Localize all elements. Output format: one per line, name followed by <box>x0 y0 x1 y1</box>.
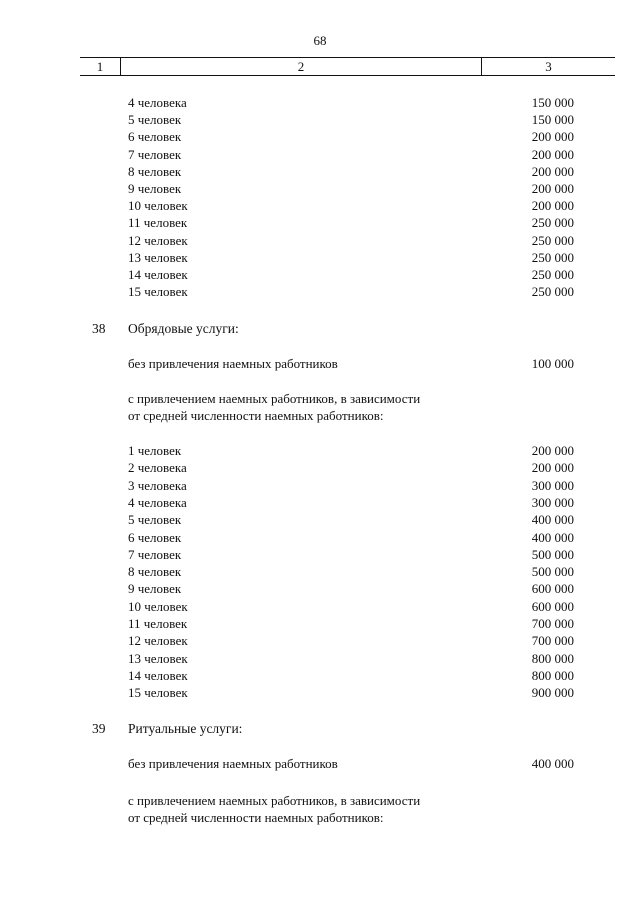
list-item <box>0 563 640 580</box>
text-line: от средней численности наемных работников: <box>128 408 384 423</box>
row-label: 4 человека <box>128 95 187 110</box>
row-value: 600 000 <box>531 581 574 597</box>
list-item <box>0 266 640 283</box>
row-value: 200 000 <box>531 163 574 179</box>
row-label: 7 человек <box>128 146 182 162</box>
row-label: 12 человек <box>128 232 188 248</box>
list-item <box>0 615 640 632</box>
row-label: 9 человек <box>128 181 182 196</box>
section-38-header <box>0 320 640 337</box>
section-38-with-hired-line2 <box>0 407 640 424</box>
column-header-3: 3 <box>545 59 552 74</box>
list-item <box>0 511 640 528</box>
row-label: 5 человек <box>128 112 182 128</box>
section-number: 39 <box>92 721 106 736</box>
section-39-header <box>0 720 640 737</box>
list-item <box>0 232 640 249</box>
row-label: 1 человек <box>128 443 182 458</box>
section-number: 38 <box>92 321 106 336</box>
row-label: 15 человек <box>128 284 188 300</box>
row-label: 8 человек <box>128 163 182 179</box>
column-header-1: 1 <box>80 58 121 75</box>
column-header-2: 2 <box>121 58 482 75</box>
list-item <box>0 111 640 128</box>
row-value: 250 000 <box>531 215 574 231</box>
list-item <box>0 494 640 511</box>
section-39-with-hired-line1 <box>0 792 640 809</box>
list-item <box>0 128 640 145</box>
list-item <box>0 684 640 701</box>
row-value: 500 000 <box>531 546 574 562</box>
row-value: 300 000 <box>531 477 574 493</box>
row-value: 400 000 <box>531 756 574 771</box>
list-item <box>0 146 640 163</box>
row-label: 6 человек <box>128 529 182 545</box>
list-item <box>0 580 640 597</box>
row-value: 250 000 <box>531 249 574 265</box>
row-label: 13 человек <box>128 650 188 666</box>
row-label: без привлечения наемных работников <box>128 356 338 371</box>
row-value: 250 000 <box>531 232 574 248</box>
row-label: 10 человек <box>128 198 188 214</box>
list-item <box>0 546 640 563</box>
row-value: 500 000 <box>531 564 574 580</box>
row-value: 900 000 <box>531 685 574 701</box>
section-39-with-hired-line2 <box>0 809 640 826</box>
row-label: 10 человек <box>128 598 188 614</box>
list-item <box>0 598 640 615</box>
row-value: 400 000 <box>531 512 574 528</box>
row-label: 12 человек <box>128 633 188 649</box>
list-item <box>0 94 640 111</box>
row-label: 5 человек <box>128 512 182 528</box>
row-value: 150 000 <box>531 112 574 128</box>
row-label: 9 человек <box>128 581 182 597</box>
row-value: 200 000 <box>531 129 574 145</box>
list-item <box>0 667 640 684</box>
row-label: 13 человек <box>128 249 188 265</box>
row-value: 200 000 <box>531 460 574 476</box>
text-line: с привлечением наемных работников, в зависимости <box>128 391 421 406</box>
list-item <box>0 163 640 180</box>
list-item <box>0 197 640 214</box>
list-item <box>0 283 640 300</box>
text-line: с привлечением наемных работников, в зависимости <box>128 793 421 808</box>
row-value: 300 000 <box>531 494 574 510</box>
row-label: 15 человек <box>128 685 188 701</box>
list-item <box>0 477 640 494</box>
row-value: 100 000 <box>531 356 574 371</box>
row-label: 3 человека <box>128 477 187 493</box>
list-item <box>0 180 640 197</box>
row-value: 250 000 <box>531 284 574 300</box>
list-item <box>0 632 640 649</box>
page-number: 68 <box>313 33 327 48</box>
row-value: 200 000 <box>531 146 574 162</box>
section-38-with-hired-line1 <box>0 390 640 407</box>
list-item <box>0 650 640 667</box>
row-label: без привлечения наемных работников <box>128 756 338 771</box>
row-value: 800 000 <box>531 667 574 683</box>
row-label: 11 человек <box>128 616 188 631</box>
section-title: Ритуальные услуги: <box>128 721 243 736</box>
row-value: 250 000 <box>531 267 574 282</box>
list-item <box>0 214 640 231</box>
row-label: 11 человек <box>128 215 188 231</box>
section-39-without-hired <box>0 755 640 772</box>
row-label: 2 человека <box>128 460 187 476</box>
row-value: 150 000 <box>531 95 574 110</box>
list-item <box>0 249 640 266</box>
row-value: 700 000 <box>531 633 574 649</box>
row-value: 200 000 <box>531 443 574 458</box>
table-column-header <box>80 57 615 76</box>
row-label: 14 человек <box>128 667 188 683</box>
row-value: 800 000 <box>531 650 574 666</box>
list-item <box>0 529 640 546</box>
row-label: 7 человек <box>128 546 182 562</box>
row-value: 700 000 <box>531 616 574 631</box>
row-label: 6 человек <box>128 129 182 145</box>
row-label: 14 человек <box>128 267 188 282</box>
row-value: 200 000 <box>531 198 574 214</box>
row-value: 600 000 <box>531 598 574 614</box>
section-title: Обрядовые услуги: <box>128 321 239 336</box>
row-value: 400 000 <box>531 529 574 545</box>
text-line: от средней численности наемных работников: <box>128 810 384 825</box>
list-item <box>0 459 640 476</box>
row-value: 200 000 <box>531 181 574 196</box>
row-label: 4 человека <box>128 494 187 510</box>
section-38-without-hired <box>0 355 640 372</box>
row-label: 8 человек <box>128 564 182 580</box>
list-item <box>0 442 640 459</box>
